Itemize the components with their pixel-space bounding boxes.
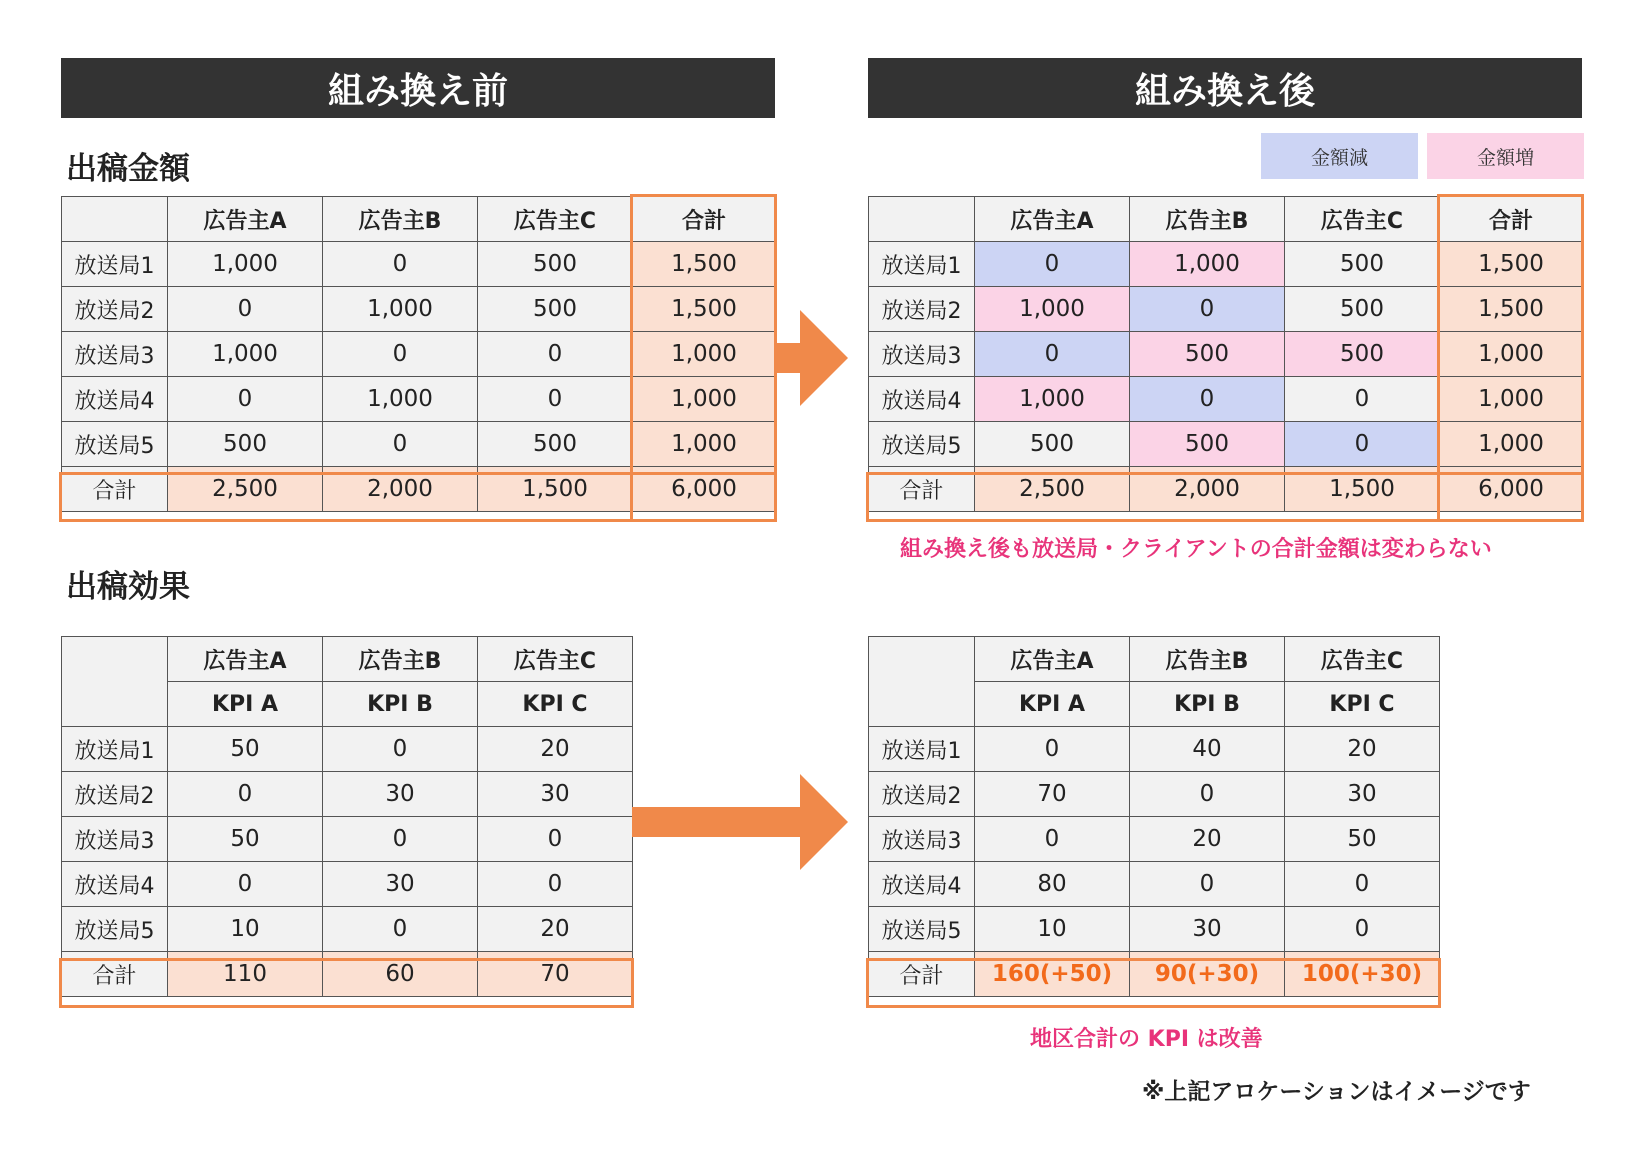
kpi-improved-total-cell: 160(+50) — [975, 952, 1130, 997]
table-row — [62, 862, 633, 907]
corner-cell — [869, 637, 975, 727]
table-total-row — [869, 952, 1440, 997]
row-total-cell: 1,000 — [633, 422, 776, 467]
row-label: 放送局1 — [869, 242, 975, 287]
legend-increase: 金額増 — [1427, 133, 1584, 179]
effect-after-table — [868, 636, 1440, 997]
cell: 0 — [478, 377, 633, 422]
row-label: 放送局3 — [869, 332, 975, 377]
cell: 0 — [975, 727, 1130, 772]
cell-increased: 1,000 — [1130, 242, 1285, 287]
cell: 10 — [975, 907, 1130, 952]
cell: 0 — [975, 817, 1130, 862]
cell: 500 — [168, 422, 323, 467]
table-header-row — [62, 637, 633, 682]
column-total-cell: 1,500 — [1285, 467, 1440, 512]
header-kpi-a: KPI A — [168, 682, 323, 727]
cell: 500 — [478, 287, 633, 332]
cell: 1,000 — [168, 332, 323, 377]
table-total-row — [62, 952, 633, 997]
cell: 500 — [478, 242, 633, 287]
cell: 0 — [168, 862, 323, 907]
cell-decreased: 0 — [975, 332, 1130, 377]
row-total-cell: 1,500 — [633, 287, 776, 332]
column-total-cell: 2,000 — [1130, 467, 1285, 512]
cell: 0 — [168, 287, 323, 332]
section-title-effect: 出稿効果 — [66, 569, 190, 605]
cell: 0 — [323, 332, 478, 377]
cell: 50 — [168, 817, 323, 862]
cell: 30 — [323, 772, 478, 817]
disclaimer-note: ※上記アロケーションはイメージです — [1142, 1079, 1531, 1105]
row-label: 放送局5 — [62, 422, 168, 467]
column-total-cell: 60 — [323, 952, 478, 997]
cell-increased: 1,000 — [975, 287, 1130, 332]
header-advertiser-a: 広告主A — [975, 637, 1130, 682]
corner-cell — [62, 637, 168, 727]
effect-before-table — [61, 636, 633, 997]
grand-total-cell: 6,000 — [633, 467, 776, 512]
cell: 0 — [478, 817, 633, 862]
cell: 0 — [323, 727, 478, 772]
amount-after-table — [868, 196, 1583, 512]
row-label: 放送局1 — [62, 242, 168, 287]
table-row — [869, 772, 1440, 817]
cell: 0 — [1285, 862, 1440, 907]
cell-decreased: 0 — [975, 242, 1130, 287]
cell: 500 — [478, 422, 633, 467]
row-label: 放送局4 — [62, 862, 168, 907]
row-label: 放送局1 — [62, 727, 168, 772]
table-header-row — [869, 197, 1583, 242]
cell: 30 — [1130, 907, 1285, 952]
cell: 1,000 — [168, 242, 323, 287]
cell: 0 — [478, 332, 633, 377]
row-total-cell: 1,000 — [633, 377, 776, 422]
cell: 10 — [168, 907, 323, 952]
cell-increased: 500 — [1130, 332, 1285, 377]
header-kpi-c: KPI C — [1285, 682, 1440, 727]
legend-decrease: 金額減 — [1261, 133, 1418, 179]
header-total: 合計 — [633, 197, 776, 242]
cell: 0 — [323, 242, 478, 287]
header-advertiser-c: 広告主C — [1285, 197, 1440, 242]
row-label: 放送局3 — [869, 817, 975, 862]
header-advertiser-b: 広告主B — [1130, 197, 1285, 242]
cell: 20 — [1285, 727, 1440, 772]
header-advertiser-c: 広告主C — [1285, 637, 1440, 682]
amount-unchanged-note: 組み換え後も放送局・クライアントの合計金額は変わらない — [900, 537, 1492, 562]
row-total-cell: 1,500 — [633, 242, 776, 287]
row-total-cell: 1,500 — [1440, 287, 1583, 332]
cell-decreased: 0 — [1285, 422, 1440, 467]
table-row — [62, 242, 776, 287]
table-header-row — [869, 637, 1440, 682]
column-total-cell: 110 — [168, 952, 323, 997]
banner-after: 組み換え後 — [868, 58, 1582, 118]
row-total-cell: 1,000 — [1440, 422, 1583, 467]
column-total-cell: 2,000 — [323, 467, 478, 512]
cell: 80 — [975, 862, 1130, 907]
cell: 0 — [1130, 772, 1285, 817]
table-row — [62, 287, 776, 332]
row-label: 放送局4 — [869, 862, 975, 907]
row-total-cell: 1,500 — [1440, 242, 1583, 287]
row-label: 放送局2 — [869, 772, 975, 817]
row-label: 合計 — [62, 952, 168, 997]
cell: 500 — [975, 422, 1130, 467]
cell: 50 — [1285, 817, 1440, 862]
table-row — [62, 772, 633, 817]
table-row — [62, 332, 776, 377]
arrow-right-icon — [632, 774, 850, 870]
row-label: 放送局3 — [62, 817, 168, 862]
row-total-cell: 1,000 — [633, 332, 776, 377]
cell: 40 — [1130, 727, 1285, 772]
table-row — [869, 242, 1583, 287]
cell: 30 — [1285, 772, 1440, 817]
row-label: 放送局2 — [62, 287, 168, 332]
banner-before: 組み換え前 — [61, 58, 775, 118]
row-label: 放送局5 — [869, 907, 975, 952]
header-advertiser-a: 広告主A — [975, 197, 1130, 242]
cell: 0 — [1285, 377, 1440, 422]
row-total-cell: 1,000 — [1440, 377, 1583, 422]
table-row — [62, 422, 776, 467]
table-row — [62, 727, 633, 772]
table-row — [869, 287, 1583, 332]
cell: 0 — [323, 422, 478, 467]
column-total-cell: 2,500 — [168, 467, 323, 512]
row-label: 放送局1 — [869, 727, 975, 772]
cell: 1,000 — [323, 287, 478, 332]
cell-decreased: 0 — [1130, 377, 1285, 422]
cell-increased: 500 — [1285, 332, 1440, 377]
table-row — [62, 377, 776, 422]
table-row — [62, 907, 633, 952]
cell: 0 — [478, 862, 633, 907]
row-total-cell: 1,000 — [1440, 332, 1583, 377]
cell: 500 — [1285, 242, 1440, 287]
table-total-row — [869, 467, 1583, 512]
kpi-improved-total-cell: 100(+30) — [1285, 952, 1440, 997]
corner-cell — [869, 197, 975, 242]
kpi-improved-note: 地区合計の KPI は改善 — [1030, 1027, 1263, 1052]
table-header-row — [62, 197, 776, 242]
row-label: 放送局2 — [869, 287, 975, 332]
cell: 0 — [323, 817, 478, 862]
column-total-cell: 1,500 — [478, 467, 633, 512]
arrow-right-icon — [775, 310, 850, 406]
header-kpi-b: KPI B — [323, 682, 478, 727]
table-row — [869, 422, 1583, 467]
row-label: 放送局3 — [62, 332, 168, 377]
cell-increased: 1,000 — [975, 377, 1130, 422]
row-label: 放送局5 — [869, 422, 975, 467]
kpi-improved-total-cell: 90(+30) — [1130, 952, 1285, 997]
cell-decreased: 0 — [1130, 287, 1285, 332]
cell: 30 — [478, 772, 633, 817]
row-label: 放送局4 — [869, 377, 975, 422]
cell: 0 — [168, 377, 323, 422]
header-advertiser-b: 広告主B — [323, 197, 478, 242]
cell: 20 — [478, 907, 633, 952]
cell: 1,000 — [323, 377, 478, 422]
cell: 20 — [478, 727, 633, 772]
grand-total-cell: 6,000 — [1440, 467, 1583, 512]
amount-before-table — [61, 196, 776, 512]
header-kpi-a: KPI A — [975, 682, 1130, 727]
cell: 50 — [168, 727, 323, 772]
cell: 0 — [1130, 862, 1285, 907]
table-total-row — [62, 467, 776, 512]
row-label: 合計 — [62, 467, 168, 512]
table-row — [869, 377, 1583, 422]
cell: 70 — [975, 772, 1130, 817]
header-total: 合計 — [1440, 197, 1583, 242]
cell: 0 — [1285, 907, 1440, 952]
row-label: 合計 — [869, 467, 975, 512]
table-row — [869, 817, 1440, 862]
header-advertiser-c: 広告主C — [478, 197, 633, 242]
header-advertiser-b: 広告主B — [323, 637, 478, 682]
header-advertiser-a: 広告主A — [168, 637, 323, 682]
row-label: 合計 — [869, 952, 975, 997]
row-label: 放送局4 — [62, 377, 168, 422]
table-row — [869, 727, 1440, 772]
cell: 500 — [1285, 287, 1440, 332]
cell: 0 — [168, 772, 323, 817]
table-row — [869, 862, 1440, 907]
header-advertiser-c: 広告主C — [478, 637, 633, 682]
corner-cell — [62, 197, 168, 242]
table-row — [62, 817, 633, 862]
column-total-cell: 70 — [478, 952, 633, 997]
table-row — [869, 907, 1440, 952]
cell-increased: 500 — [1130, 422, 1285, 467]
cell: 30 — [323, 862, 478, 907]
table-row — [869, 332, 1583, 377]
header-kpi-b: KPI B — [1130, 682, 1285, 727]
header-advertiser-a: 広告主A — [168, 197, 323, 242]
column-total-cell: 2,500 — [975, 467, 1130, 512]
cell: 0 — [323, 907, 478, 952]
cell: 20 — [1130, 817, 1285, 862]
row-label: 放送局2 — [62, 772, 168, 817]
header-kpi-c: KPI C — [478, 682, 633, 727]
row-label: 放送局5 — [62, 907, 168, 952]
section-title-amount: 出稿金額 — [66, 151, 190, 187]
header-advertiser-b: 広告主B — [1130, 637, 1285, 682]
